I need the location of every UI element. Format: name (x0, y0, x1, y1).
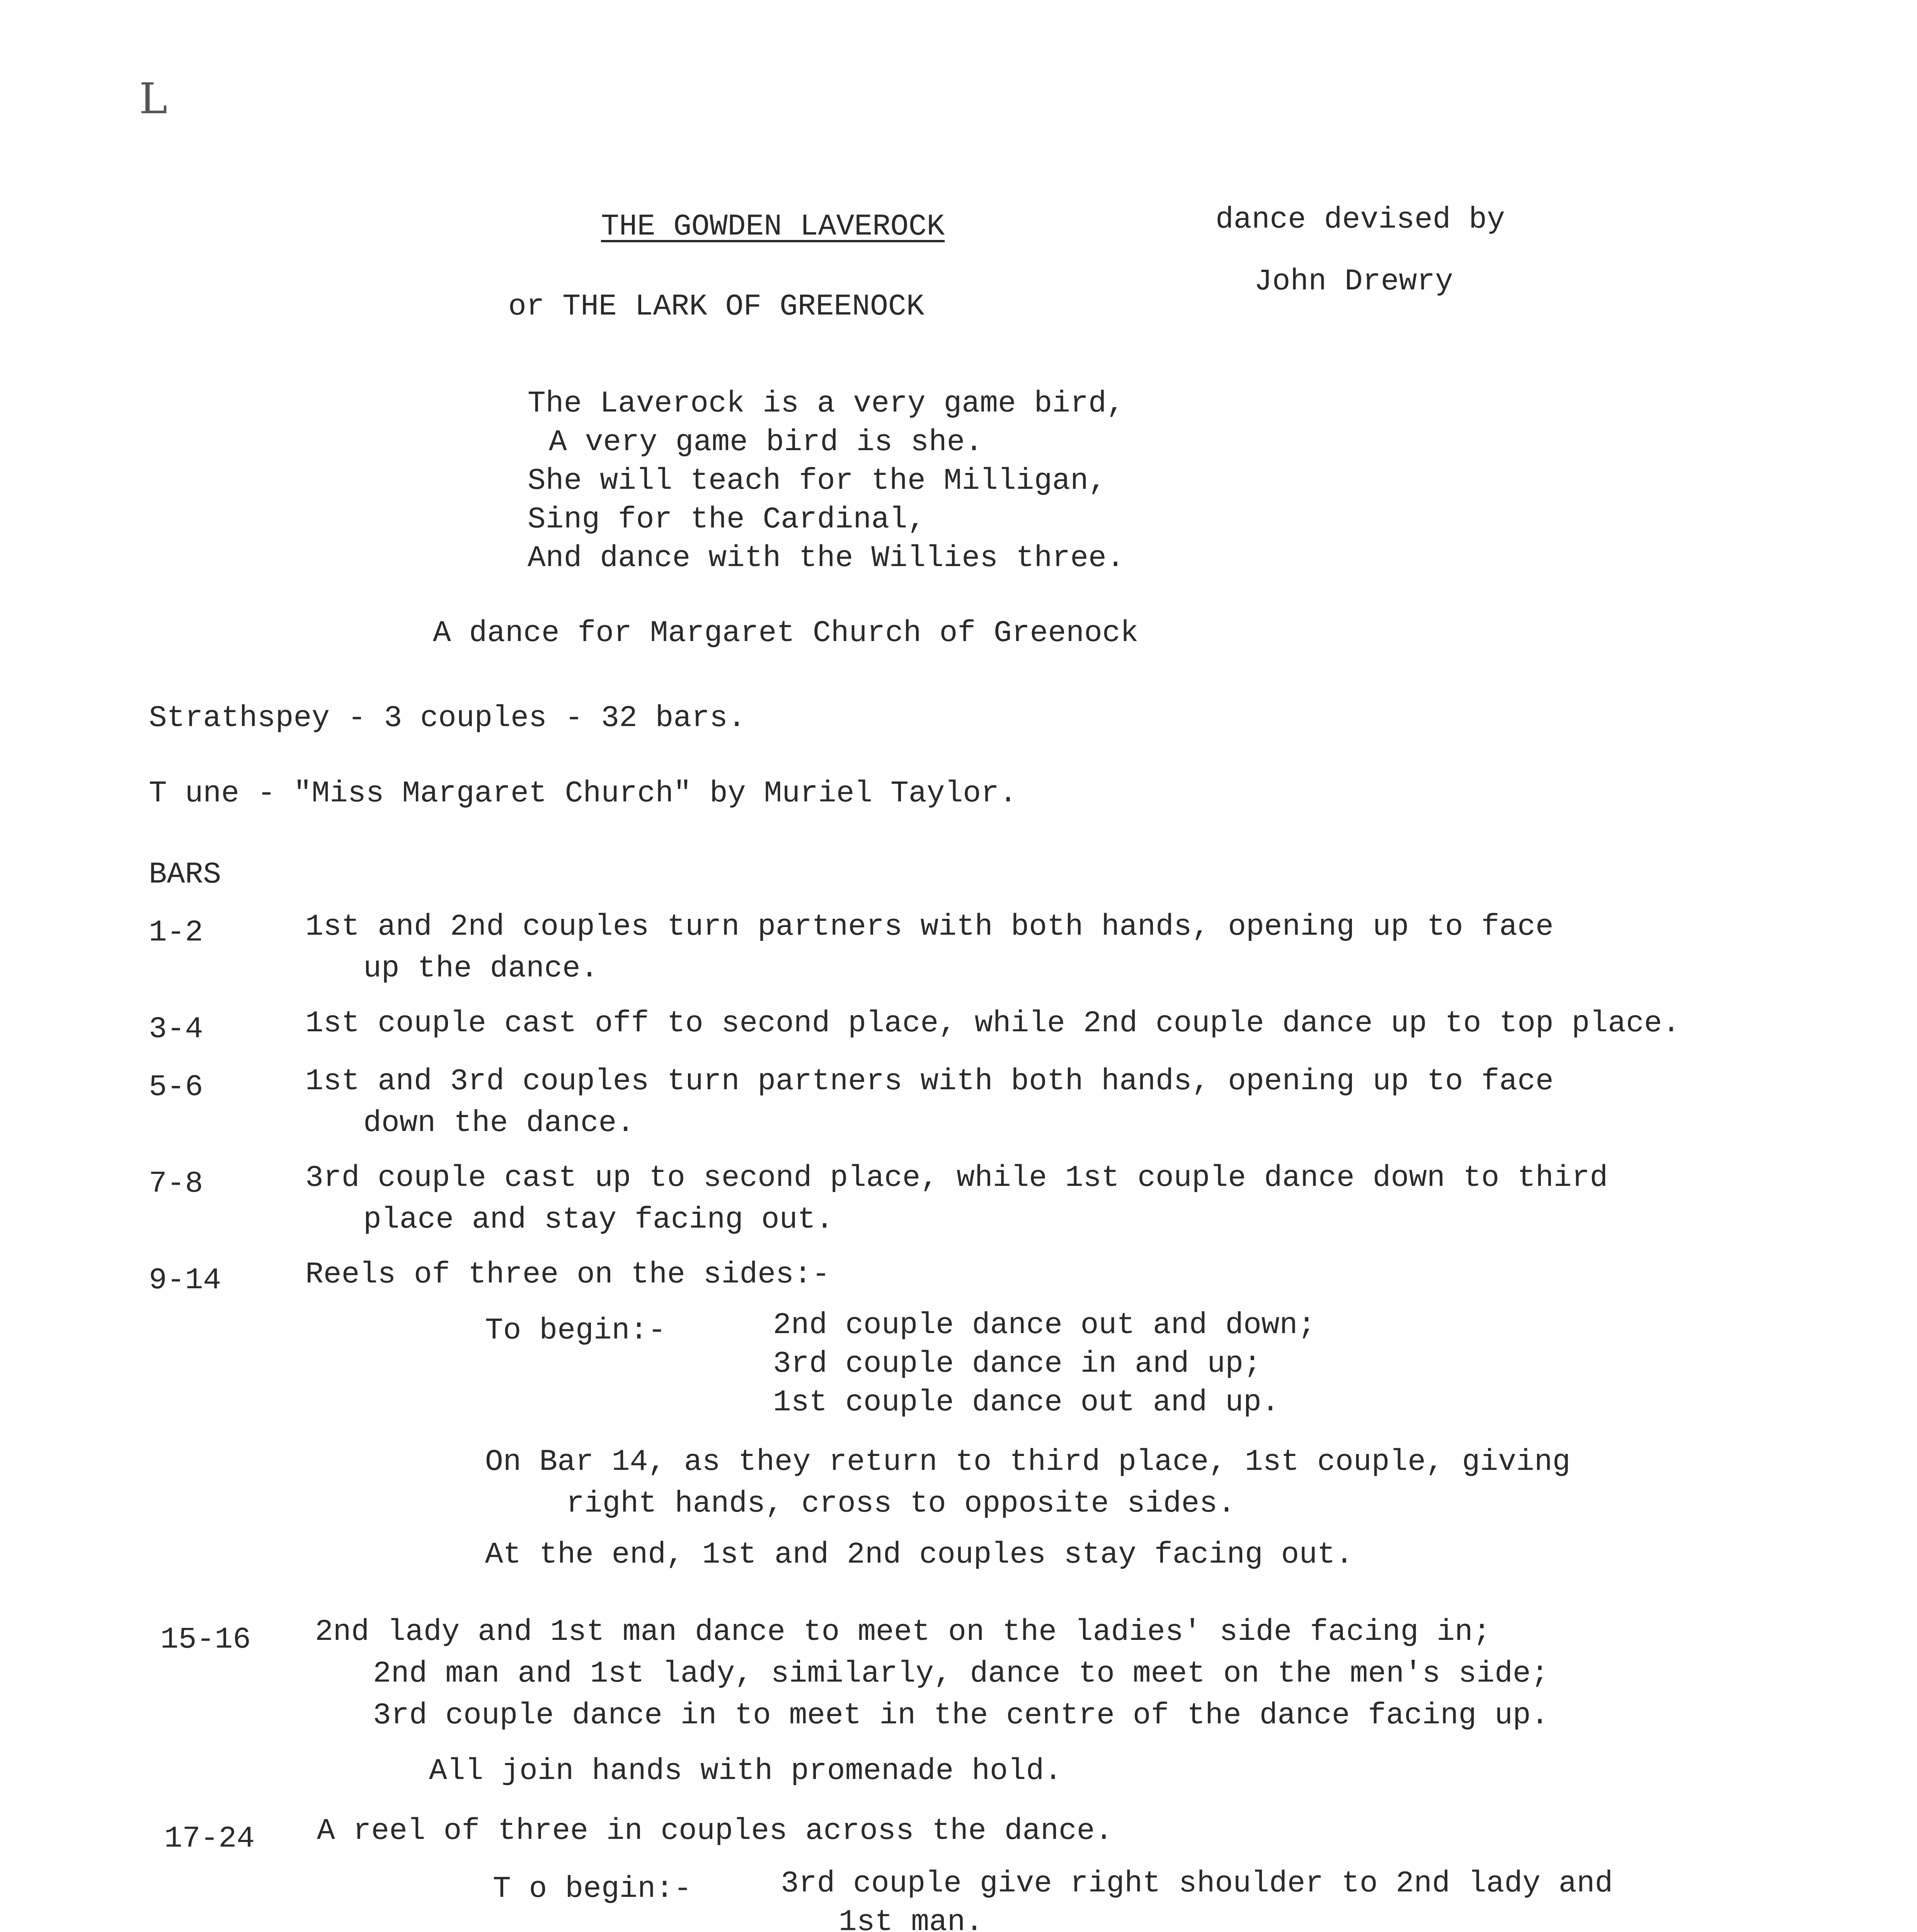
poem (528, 384, 1125, 578)
step-note: At the end, 1st and 2nd couples stay facing out. (485, 1538, 1353, 1572)
step-text (315, 1611, 1549, 1736)
step-text (305, 906, 1554, 990)
author-name: John Drewry (1254, 265, 1453, 299)
step-text (317, 1810, 1113, 1852)
step-line: 3rd couple dance in to meet in the centre of the dance facing up. (373, 1699, 1549, 1733)
step-text (305, 1003, 1680, 1044)
begin-label: To begin:- (485, 1314, 666, 1348)
step-text (305, 1157, 1608, 1241)
dance-subtitle: or THE LARK OF GREENOCK (508, 290, 924, 324)
note-line: right hands, cross to opposite sides. (566, 1487, 1236, 1521)
poem-line: The Laverock is a very game bird, (528, 387, 1125, 421)
step-line: down the dance. (363, 1106, 635, 1140)
step-line: 1st and 3rd couples turn partners with both hands, opening up to face (305, 1065, 1554, 1099)
poem-line: And dance with the Willies three. (528, 541, 1125, 575)
dedication: A dance for Margaret Church of Greenock (433, 616, 1139, 650)
step-text (305, 1254, 830, 1296)
step-line: 3rd couple cast up to second place, while 1st couple dance down to third (305, 1161, 1608, 1195)
step-line: 1st and 2nd couples turn partners with both hands, opening up to face (305, 910, 1554, 944)
step-line: 1st couple cast off to second place, while 2nd couple dance up to top place. (305, 1007, 1680, 1041)
begin-instructions (773, 1306, 1316, 1422)
corner-handwritten-mark: L (139, 74, 168, 123)
bar-range: 3-4 (149, 1012, 203, 1046)
step-text (305, 1061, 1554, 1144)
begin-line: 3rd couple dance in and up; (773, 1347, 1262, 1381)
bar-range: 17-24 (164, 1822, 255, 1856)
step-note: All join hands with promenade hold. (429, 1754, 1062, 1788)
tune-info: T une - "Miss Margaret Church" by Muriel Taylor. (149, 777, 1017, 811)
begin-line: 3rd couple give right shoulder to 2nd lady and (781, 1867, 1613, 1901)
step-line: up the dance. (363, 952, 599, 986)
bar-range: 5-6 (149, 1070, 203, 1104)
begin-instructions (781, 1864, 1613, 1932)
dance-title: THE GOWDEN LAVEROCK (601, 210, 945, 244)
begin-line: 1st couple dance out and up. (773, 1386, 1280, 1420)
begin-label: T o begin:- (493, 1872, 692, 1906)
note-line: On Bar 14, as they return to third place, 1st couple, giving (485, 1445, 1571, 1479)
bar-range: 1-2 (149, 916, 203, 950)
bar-range: 7-8 (149, 1167, 203, 1201)
poem-line: She will teach for the Milligan, (528, 464, 1107, 498)
devised-by-label: dance devised by (1216, 203, 1505, 237)
poem-line: Sing for the Cardinal, (528, 503, 926, 537)
step-note (485, 1441, 1570, 1525)
step-line: A reel of three in couples across the dance. (317, 1814, 1113, 1848)
step-line: 2nd man and 1st lady, similarly, dance to meet on the men's side; (373, 1657, 1549, 1691)
begin-line: 2nd couple dance out and down; (773, 1308, 1316, 1342)
step-line: place and stay facing out. (363, 1203, 834, 1237)
step-line: Reels of three on the sides:- (305, 1258, 830, 1292)
bars-heading: BARS (149, 858, 221, 892)
poem-line: A very game bird is she. (549, 425, 983, 459)
step-line: 2nd lady and 1st man dance to meet on the ladies' side facing in; (315, 1615, 1491, 1649)
bar-range: 9-14 (149, 1264, 221, 1298)
bar-range: 15-16 (160, 1623, 251, 1657)
begin-line: 1st man. (839, 1905, 984, 1932)
dance-format: Strathspey - 3 couples - 32 bars. (149, 701, 746, 735)
